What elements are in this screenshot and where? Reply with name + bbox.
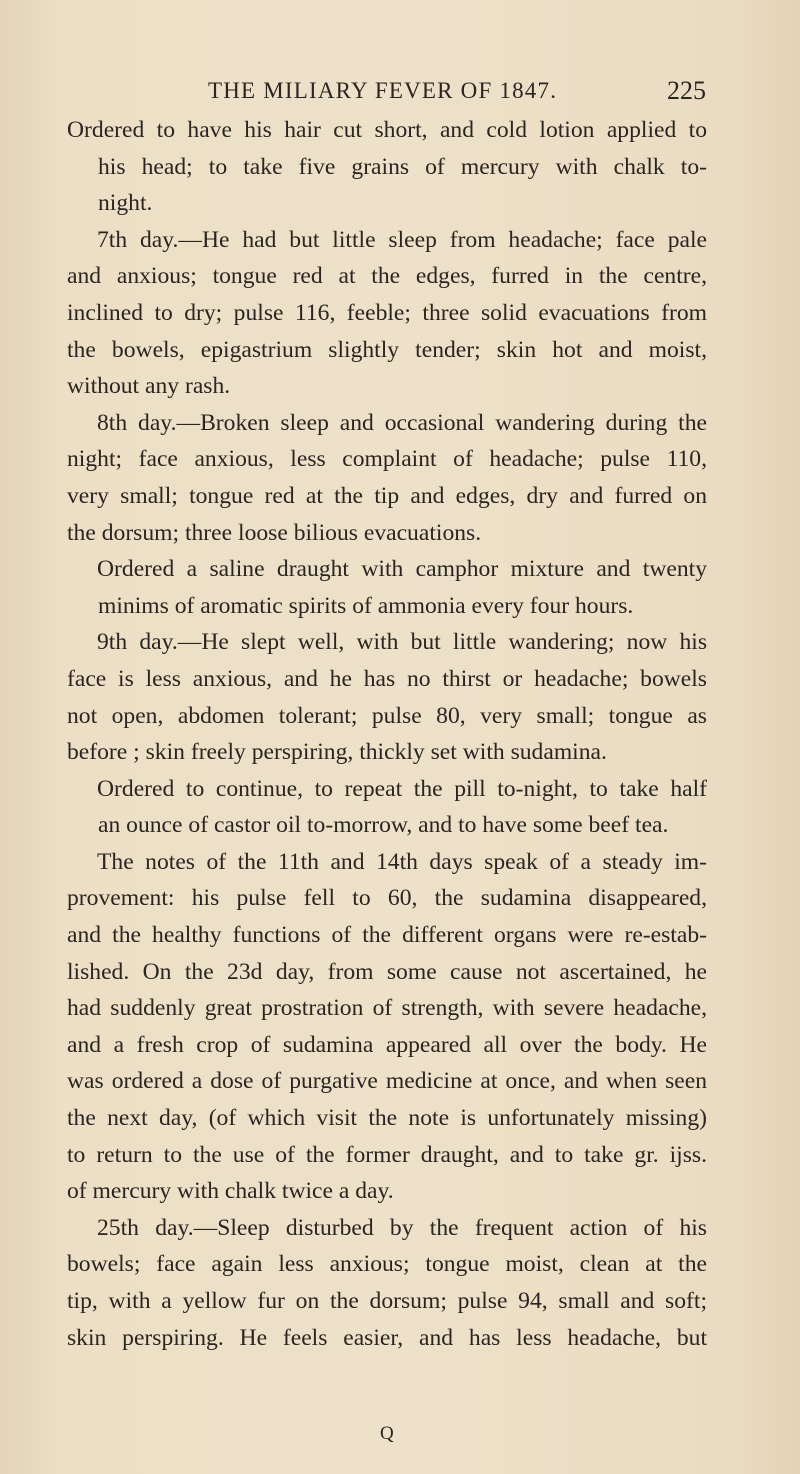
text-line: an ounce of castor oil to-morrow, and to have some beef tea. [98, 812, 669, 839]
text-line: without any rash. [67, 373, 231, 400]
text-line: of mercury with chalk twice a day. [67, 1178, 394, 1205]
text-line: had suddenly great prostration of strength, with severe headache, [67, 995, 707, 1022]
text-line: lished. On the 23d day, from some cause not ascertained, he [67, 958, 707, 985]
text-line: minims of aromatic spirits of ammonia every four hours. [98, 592, 634, 619]
text-line: 7th day.—He had but little sleep from headache; face pale [97, 226, 707, 253]
text-line: and the healthy functions of the different organs were re-estab- [67, 922, 707, 949]
text-line: 9th day.—He slept well, with but little wandering; now his [97, 629, 707, 656]
text-line: the bowels, epigastrium slightly tender; skin hot and moist, [67, 336, 707, 363]
text-line: skin perspiring. He feels easier, and has less headache, but [67, 1324, 707, 1351]
text-line: inclined to dry; pulse 116, feeble; three solid evacuations from [67, 299, 707, 326]
running-title: THE MILIARY FEVER OF 1847. [208, 78, 558, 103]
text-line: 25th day.—Sleep disturbed by the frequent action of his [97, 1214, 707, 1241]
text-line: bowels; face again less anxious; tongue moist, clean at the [67, 1251, 707, 1278]
text-line: before ; skin freely perspiring, thickly set with sudamina. [67, 739, 607, 766]
page-number: 225 [667, 76, 706, 105]
text-line: not open, abdomen tolerant; pulse 80, very small; tongue as [67, 702, 707, 729]
text-line: Ordered to have his hair cut short, and cold lotion applied to [67, 117, 707, 143]
body-text [67, 112, 707, 1356]
text-line: Ordered a saline draught with camphor mixture and twenty [97, 556, 707, 583]
text-line: and a fresh crop of sudamina appeared all over the body. He [67, 1031, 707, 1058]
text-line: face is less anxious, and he has no thirst or headache; bowels [67, 665, 707, 692]
text-line: provement: his pulse fell to 60, the sudamina disappeared, [67, 885, 707, 912]
text-line: 8th day.—Broken sleep and occasional wandering during the [97, 409, 707, 436]
text-line: night; face anxious, less complaint of headache; pulse 110, [67, 446, 707, 473]
text-line: the dorsum; three loose bilious evacuations. [67, 519, 482, 546]
running-head [0, 78, 800, 112]
text-line: The notes of the 11th and 14th days speak of a steady im- [97, 848, 707, 875]
text-line: tip, with a yellow fur on the dorsum; pulse 94, small and soft; [67, 1288, 707, 1314]
text-line: his head; to take five grains of mercury with chalk to- [98, 153, 707, 180]
text-line: the next day, (of which visit the note is unfortunately missing) [67, 1105, 707, 1132]
text-line: night. [98, 190, 153, 217]
text-line: was ordered a dose of purgative medicine at once, and when seen [67, 1068, 707, 1095]
text-line: and anxious; tongue red at the edges, furred in the centre, [67, 263, 707, 290]
text-line: to return to the use of the former draught, and to take gr. ijss. [67, 1141, 707, 1168]
text-line: Ordered to continue, to repeat the pill to-night, to take half [97, 775, 707, 802]
signature-mark: Q [380, 1423, 394, 1444]
text-line: very small; tongue red at the tip and edges, dry and furred on [67, 482, 707, 509]
